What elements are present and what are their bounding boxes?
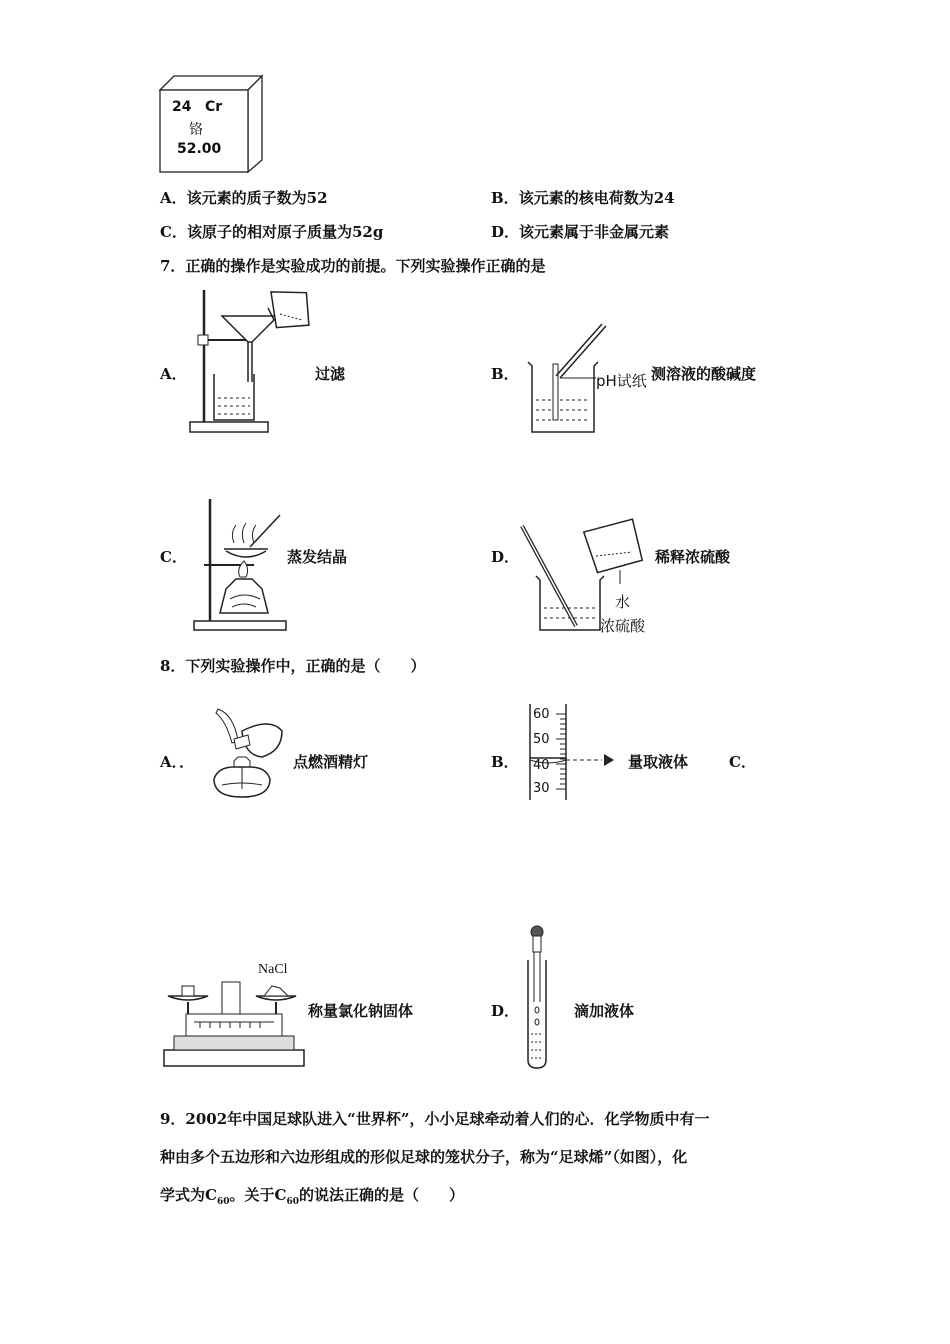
q9-line-1: 9．2002年中国足球队进入“世界杯”，小小足球牵动着人们的心．化学物质中有一 [160, 1110, 710, 1128]
q6-option-d: D．该元素属于非金属元素 [491, 223, 670, 241]
tick-50: 50 [533, 732, 550, 747]
q6-option-b: B．该元素的核电荷数为24 [491, 189, 675, 207]
q7-d-label: D． [491, 548, 520, 566]
q9-line-3: 学式为$C_{60}$。关于$C_{60}$的说法正确的是（ ） [160, 1186, 464, 1207]
water-label: 水 [615, 593, 631, 611]
element-card [150, 72, 270, 177]
element-number: 24 [172, 99, 192, 115]
nacl-label: NaCl [258, 962, 288, 977]
q7-b-label: B． [491, 365, 519, 383]
q6-option-c: C．该原子的相对原子质量为52g [160, 223, 384, 241]
tick-40: 40 [533, 758, 550, 773]
filtration-figure [188, 284, 318, 436]
q8-d-caption: 滴加液体 [574, 1002, 635, 1020]
q8-c-label: C． [729, 753, 756, 771]
tick-60: 60 [533, 707, 550, 722]
q7-d-caption: 稀释浓硫酸 [655, 548, 731, 566]
q8-c-caption: 称量氯化钠固体 [308, 1002, 414, 1020]
ph-paper-label: pH试纸 [596, 372, 647, 390]
q9-line-2: 种由多个五边形和六边形组成的形似足球的笼状分子，称为“足球烯”（如图），化 [160, 1148, 688, 1166]
element-name: 铬 [189, 122, 203, 138]
q8-a-label: A．． [160, 753, 195, 771]
element-symbol: Cr [205, 99, 223, 115]
q7-a-caption: 过滤 [315, 365, 346, 383]
q7-c-label: C． [160, 548, 187, 566]
alcohol-lamp-figure [200, 705, 295, 805]
q8-stem: 8．下列实验操作中，正确的是（ ） [160, 657, 426, 675]
q7-stem: 7．正确的操作是实验成功的前提。下列实验操作正确的是 [160, 257, 546, 275]
tick-30: 30 [533, 781, 550, 796]
evaporation-figure [190, 495, 290, 635]
q8-d-label: D． [491, 1002, 520, 1020]
q6-option-a: A．该元素的质子数为52 [160, 189, 328, 207]
q8-a-caption: 点燃酒精灯 [293, 753, 369, 771]
q7-c-caption: 蒸发结晶 [287, 548, 348, 566]
acid-label: 浓硫酸 [600, 617, 646, 635]
element-mass: 52.00 [177, 141, 222, 157]
dropper-figure [520, 922, 560, 1072]
q8-b-caption: 量取液体 [628, 753, 689, 771]
q8-b-label: B． [491, 753, 519, 771]
q7-b-caption: 测溶液的酸碱度 [651, 365, 757, 383]
q7-a-label: A． [160, 365, 187, 383]
